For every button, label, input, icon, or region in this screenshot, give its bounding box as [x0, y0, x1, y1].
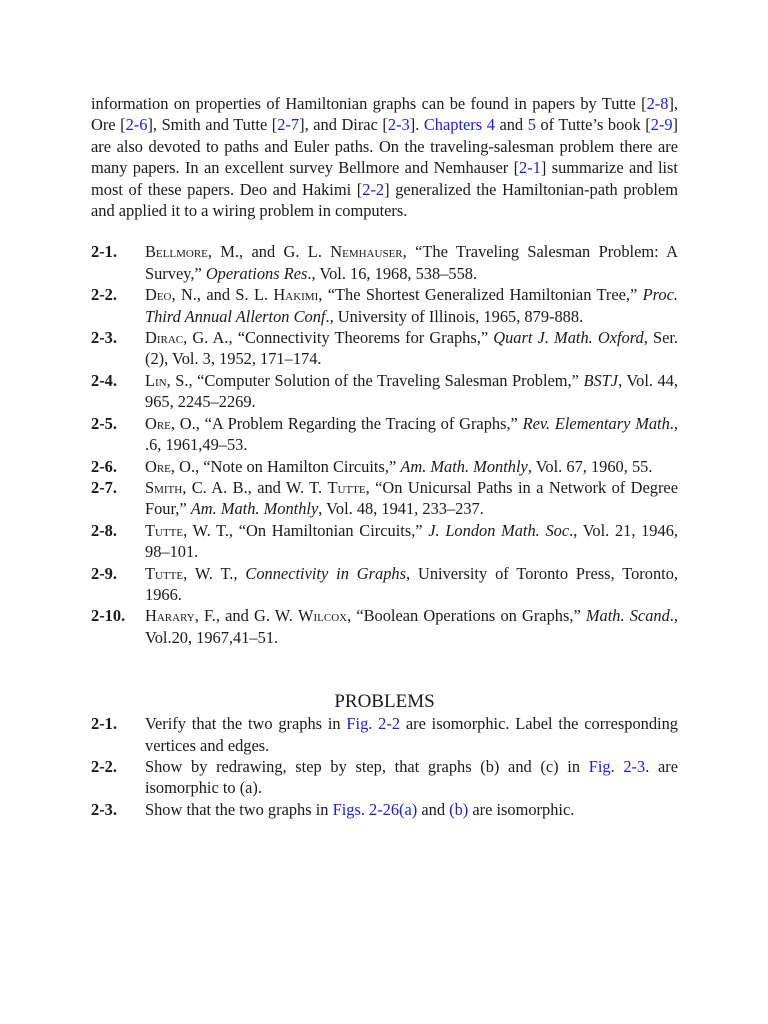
- reference-text: [145, 284, 678, 327]
- reference-text: [145, 520, 678, 563]
- text: , “Boolean Operations on Graphs,”: [347, 606, 586, 626]
- ref-link-2-3[interactable]: 2-3: [387, 115, 410, 135]
- reference-item: [91, 605, 678, 648]
- journal: Operations Res: [205, 263, 308, 283]
- reference-item: [91, 413, 678, 456]
- reference-text: [145, 370, 678, 413]
- text: , “On Unicursal Paths in a Network of Degree Four,”: [145, 477, 678, 519]
- text: , “The Shortest Generalized Hamiltonian Tree,”: [318, 285, 643, 305]
- problem-number: 2-2.: [91, 756, 117, 776]
- figure-link-2-2[interactable]: Fig. 2-2: [346, 714, 401, 734]
- author: Tutte: [145, 563, 184, 583]
- problem-text: [145, 756, 678, 799]
- text: , F., and G. W.: [194, 606, 298, 626]
- journal: BSTJ: [583, 370, 619, 390]
- text: ] summarize and list most of these papers. Deo and Hakimi [: [91, 158, 678, 199]
- journal: Quart J. Math. Oxford: [493, 328, 644, 348]
- text: information on properties of Hamiltonian graphs can be found in papers by Tutte [: [91, 94, 647, 113]
- reference-number: 2-3.: [91, 328, 117, 348]
- text: , O., “A Problem Regarding the Tracing of Graphs,”: [170, 413, 523, 433]
- reference-number: 2-8.: [91, 520, 117, 540]
- text: . are isomorphic to (a).: [145, 756, 678, 798]
- problem-list: [91, 713, 678, 820]
- reference-item: [91, 563, 678, 606]
- ref-link-2-6[interactable]: 2-6: [125, 115, 148, 135]
- text: ., University of Illinois, 1965, 879-888.: [325, 306, 584, 326]
- figure-link-2-26b[interactable]: (b): [449, 799, 469, 819]
- author: Dirac: [145, 328, 184, 348]
- ref-link-2-2[interactable]: 2-2: [362, 179, 385, 199]
- reference-item: [91, 284, 678, 327]
- journal: Connectivity in Graphs: [245, 563, 406, 583]
- intro-paragraph: [91, 93, 678, 221]
- problem-item: [91, 713, 678, 756]
- text: ., .6, 1961,49–53.: [145, 413, 678, 455]
- problem-text: [145, 799, 678, 820]
- text: ].: [409, 115, 424, 135]
- text: are isomorphic. Label the corresponding vertices and edges.: [145, 714, 678, 755]
- reference-text: [145, 241, 678, 284]
- reference-number: 2-7.: [91, 477, 117, 497]
- author: Smith: [145, 477, 183, 497]
- reference-number: 2-1.: [91, 242, 117, 262]
- text: are isomorphic.: [468, 799, 575, 819]
- text: Show that the two graphs in: [145, 799, 333, 819]
- text: ], Smith and Tutte [: [147, 115, 278, 135]
- reference-item: [91, 456, 678, 477]
- text: ., Vol. 21, 1946, 98–101.: [145, 520, 678, 562]
- problem-item: [91, 756, 678, 799]
- text: ] generalized the Hamiltonian-path problem and applied it to a wiring problem in computers.: [91, 179, 678, 221]
- problem-number: 2-1.: [91, 714, 117, 734]
- reference-item: [91, 241, 678, 284]
- chapter-link-4[interactable]: Chapters 4: [423, 115, 495, 135]
- text: , Vol. 44, 965, 2245–2269.: [145, 370, 678, 412]
- reference-text: [145, 456, 678, 477]
- ref-link-2-1[interactable]: 2-1: [519, 158, 541, 178]
- journal: Math. Scand: [585, 606, 670, 626]
- text: , M., and G. L.: [207, 242, 331, 262]
- text: Verify that the two graphs in: [145, 714, 347, 734]
- author: Tutte: [327, 477, 366, 497]
- author: Deo: [145, 285, 172, 305]
- journal: Am. Math. Monthly: [190, 499, 319, 519]
- reference-item: [91, 327, 678, 370]
- journal: Proc. Third Annual Allerton Conf: [145, 285, 678, 326]
- author: Tutte: [145, 520, 184, 540]
- author: Hakimi: [273, 285, 319, 305]
- author: Lin: [145, 370, 167, 390]
- problem-text: [145, 713, 678, 756]
- ref-link-2-9[interactable]: 2-9: [650, 115, 673, 135]
- author: Harary: [145, 606, 195, 626]
- text: , N., and S. L.: [171, 285, 274, 305]
- reference-number: 2-4.: [91, 370, 117, 390]
- journal: Am. Math. Monthly: [400, 456, 528, 476]
- figure-link-2-26a[interactable]: Figs. 2-26(a): [332, 799, 418, 819]
- reference-text: [145, 413, 678, 456]
- text: , W. T., “On Hamiltonian Circuits,”: [183, 520, 429, 540]
- text: Show by redrawing, step by step, that graphs (b) and (c) in: [145, 756, 589, 776]
- text: , G. A., “Connectivity Theorems for Graphs,”: [183, 328, 494, 348]
- text: ] are also devoted to paths and Euler paths. On the traveling-salesman problem there are many papers. In an excellent survey Bellmore and Nemhauser [: [91, 115, 679, 178]
- reference-number: 2-10.: [91, 606, 126, 626]
- reference-text: [145, 563, 678, 606]
- text: , University of Toronto Press, Toronto, 1966.: [145, 563, 678, 604]
- reference-text: [145, 477, 678, 520]
- text: , C. A. B., and W. T.: [182, 477, 328, 497]
- author: Ore: [145, 456, 171, 476]
- author: Nemhauser: [330, 242, 403, 262]
- author: Wilcox: [298, 606, 348, 626]
- text: and: [494, 115, 528, 135]
- text: , S., “Computer Solution of the Traveling Salesman Problem,”: [166, 370, 584, 390]
- journal: J. London Math. Soc: [428, 520, 570, 540]
- author: Bellmore: [145, 242, 208, 262]
- reference-item: [91, 370, 678, 413]
- text: , O., “Note on Hamilton Circuits,”: [170, 456, 401, 476]
- text: ], Ore [: [91, 94, 678, 135]
- reference-item: [91, 520, 678, 563]
- author: Ore: [145, 413, 171, 433]
- text: , Vol. 48, 1941, 233–237.: [318, 499, 484, 519]
- text: ., Vol.20, 1967,41–51.: [145, 606, 678, 647]
- journal: Rev. Elementary Math: [522, 413, 670, 433]
- chapter-link-5[interactable]: 5: [527, 115, 536, 135]
- text: of Tutte’s book [: [535, 115, 651, 135]
- text: ., Vol. 16, 1968, 538–558.: [307, 263, 478, 283]
- reference-list: [91, 241, 678, 648]
- text: and: [417, 799, 450, 819]
- reference-text: [145, 327, 678, 370]
- problem-number: 2-3.: [91, 799, 117, 819]
- text: ], and Dirac [: [299, 115, 388, 135]
- reference-number: 2-6.: [91, 456, 117, 476]
- page: [91, 93, 678, 820]
- reference-number: 2-9.: [91, 563, 117, 583]
- reference-item: [91, 477, 678, 520]
- text: , Vol. 67, 1960, 55.: [527, 456, 653, 476]
- text: , Ser. (2), Vol. 3, 1952, 171–174.: [145, 328, 678, 369]
- ref-link-2-8[interactable]: 2-8: [646, 94, 669, 113]
- reference-number: 2-5.: [91, 413, 117, 433]
- reference-number: 2-2.: [91, 285, 117, 305]
- reference-text: [145, 605, 678, 648]
- problem-item: [91, 799, 678, 820]
- text: , “The Traveling Salesman Problem: A Survey,”: [145, 242, 678, 283]
- figure-link-2-3[interactable]: Fig. 2-3: [588, 756, 646, 776]
- text: , W. T.,: [183, 563, 246, 583]
- problems-heading: PROBLEMS: [334, 691, 435, 713]
- ref-link-2-7[interactable]: 2-7: [277, 115, 300, 135]
